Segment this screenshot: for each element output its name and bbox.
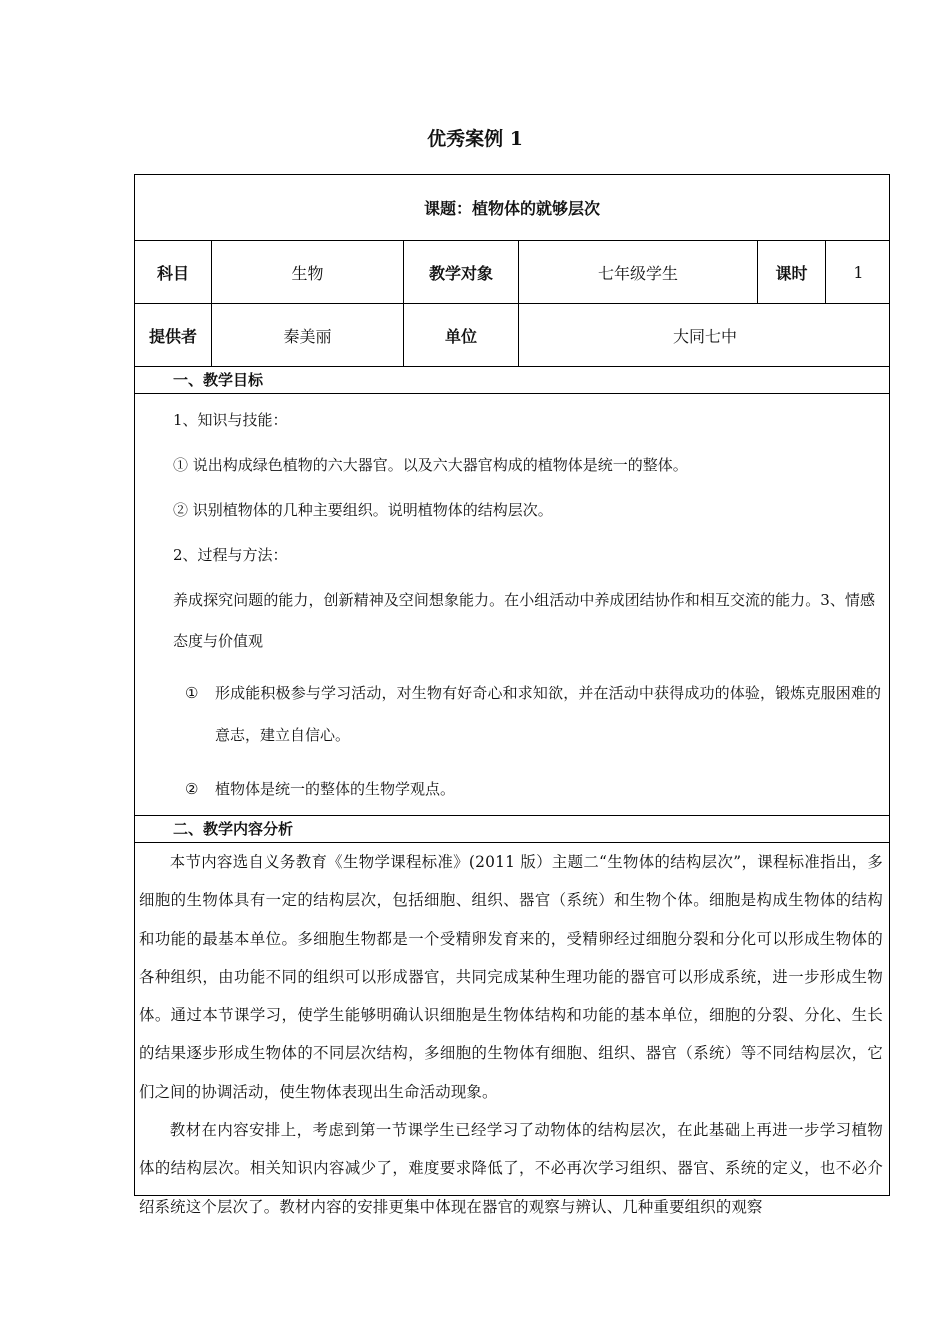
- unit-label: 单位: [404, 304, 519, 366]
- periods-value: 1: [853, 262, 864, 282]
- process-text: 养成探究问题的能力，创新精神及空间想象能力。在小组活动中养成团结协作和相互交流的能力。3、情感态度与价值观: [173, 591, 875, 650]
- subject-label: 科目: [135, 241, 212, 303]
- subject-value: 生物: [212, 241, 404, 303]
- topic-row: [135, 175, 889, 241]
- info-row-provider: [135, 304, 889, 367]
- knowledge-heading: 1、知识与技能：: [173, 411, 288, 429]
- analysis-paragraph: 本节内容选自义务教育《生物学课程标准》(2011 版）主题二“生物体的结构层次”，课程标准指出，多细胞的生物体具有一定的结构层次，包括细胞、组织、器官（系统）和生物个体。细胞是构成生物体的结构和功能的最基本单位。多细胞生物都是一个受精卵发育来的，受精卵经过细胞分裂和分化可以形成生物体的各种组织，由功能不同的组织可以形成器官，共同完成某种生理功能的器官可以形成系统，进一步形成生物体。通过本节课学习，使学生能够明确认识细胞是生物体结构和功能的基本单位，细胞的分裂、分化、生长的结果逐步形成生物体的不同层次结构，多细胞的生物体有细胞、组织、器官（系统）等不同结构层次，它们之间的协调活动，使生物体表现出生命活动现象。: [139, 853, 883, 1101]
- attitude-item: [173, 672, 881, 756]
- provider-value: 秦美丽: [212, 304, 404, 366]
- provider-label: 提供者: [135, 304, 212, 366]
- periods-label: 课时: [758, 241, 826, 303]
- knowledge-item: ① 说出构成绿色植物的六大器官。以及六大器官构成的植物体是统一的整体。: [173, 456, 688, 474]
- section2-heading: 二、教学内容分析: [135, 816, 889, 843]
- topic-title: 课题：植物体的就够层次: [423, 199, 600, 218]
- attitude-text: 形成能积极参与学习活动，对生物有好奇心和求知欲，并在活动中获得成功的体验，锻炼克服困难的意志，建立自信心。: [215, 684, 881, 744]
- attitude-text: 植物体是统一的整体的生物学观点。: [215, 780, 456, 798]
- audience-label: 教学对象: [404, 241, 519, 303]
- info-row-subject: [135, 241, 889, 304]
- process-heading: 2、过程与方法：: [173, 546, 288, 564]
- attitude-num: ②: [185, 780, 199, 798]
- section1-heading: 一、教学目标: [135, 367, 889, 394]
- audience-value: 七年级学生: [519, 241, 758, 303]
- page-title: 优秀案例 1: [427, 128, 523, 150]
- section2-body: [135, 843, 889, 1226]
- attitude-item: [173, 768, 881, 810]
- knowledge-item: ② 识别植物体的几种主要组织。说明植物体的结构层次。: [173, 501, 553, 519]
- lesson-plan-table: [134, 174, 890, 1216]
- analysis-paragraph: 教材在内容安排上，考虑到第一节课学生已经学习了动物体的结构层次，在此基础上再进一步学习植物体的结构层次。相关知识内容减少了，难度要求降低了，不必再次学习组织、器官、系统的定义，也不必介绍系统这个层次了。教材内容的安排更集中体现在器官的观察与辨认、几种重要组织的观察: [139, 1121, 883, 1216]
- attitude-num: ①: [185, 684, 199, 702]
- section1-body: [135, 398, 889, 816]
- unit-value: 大同七中: [672, 326, 737, 346]
